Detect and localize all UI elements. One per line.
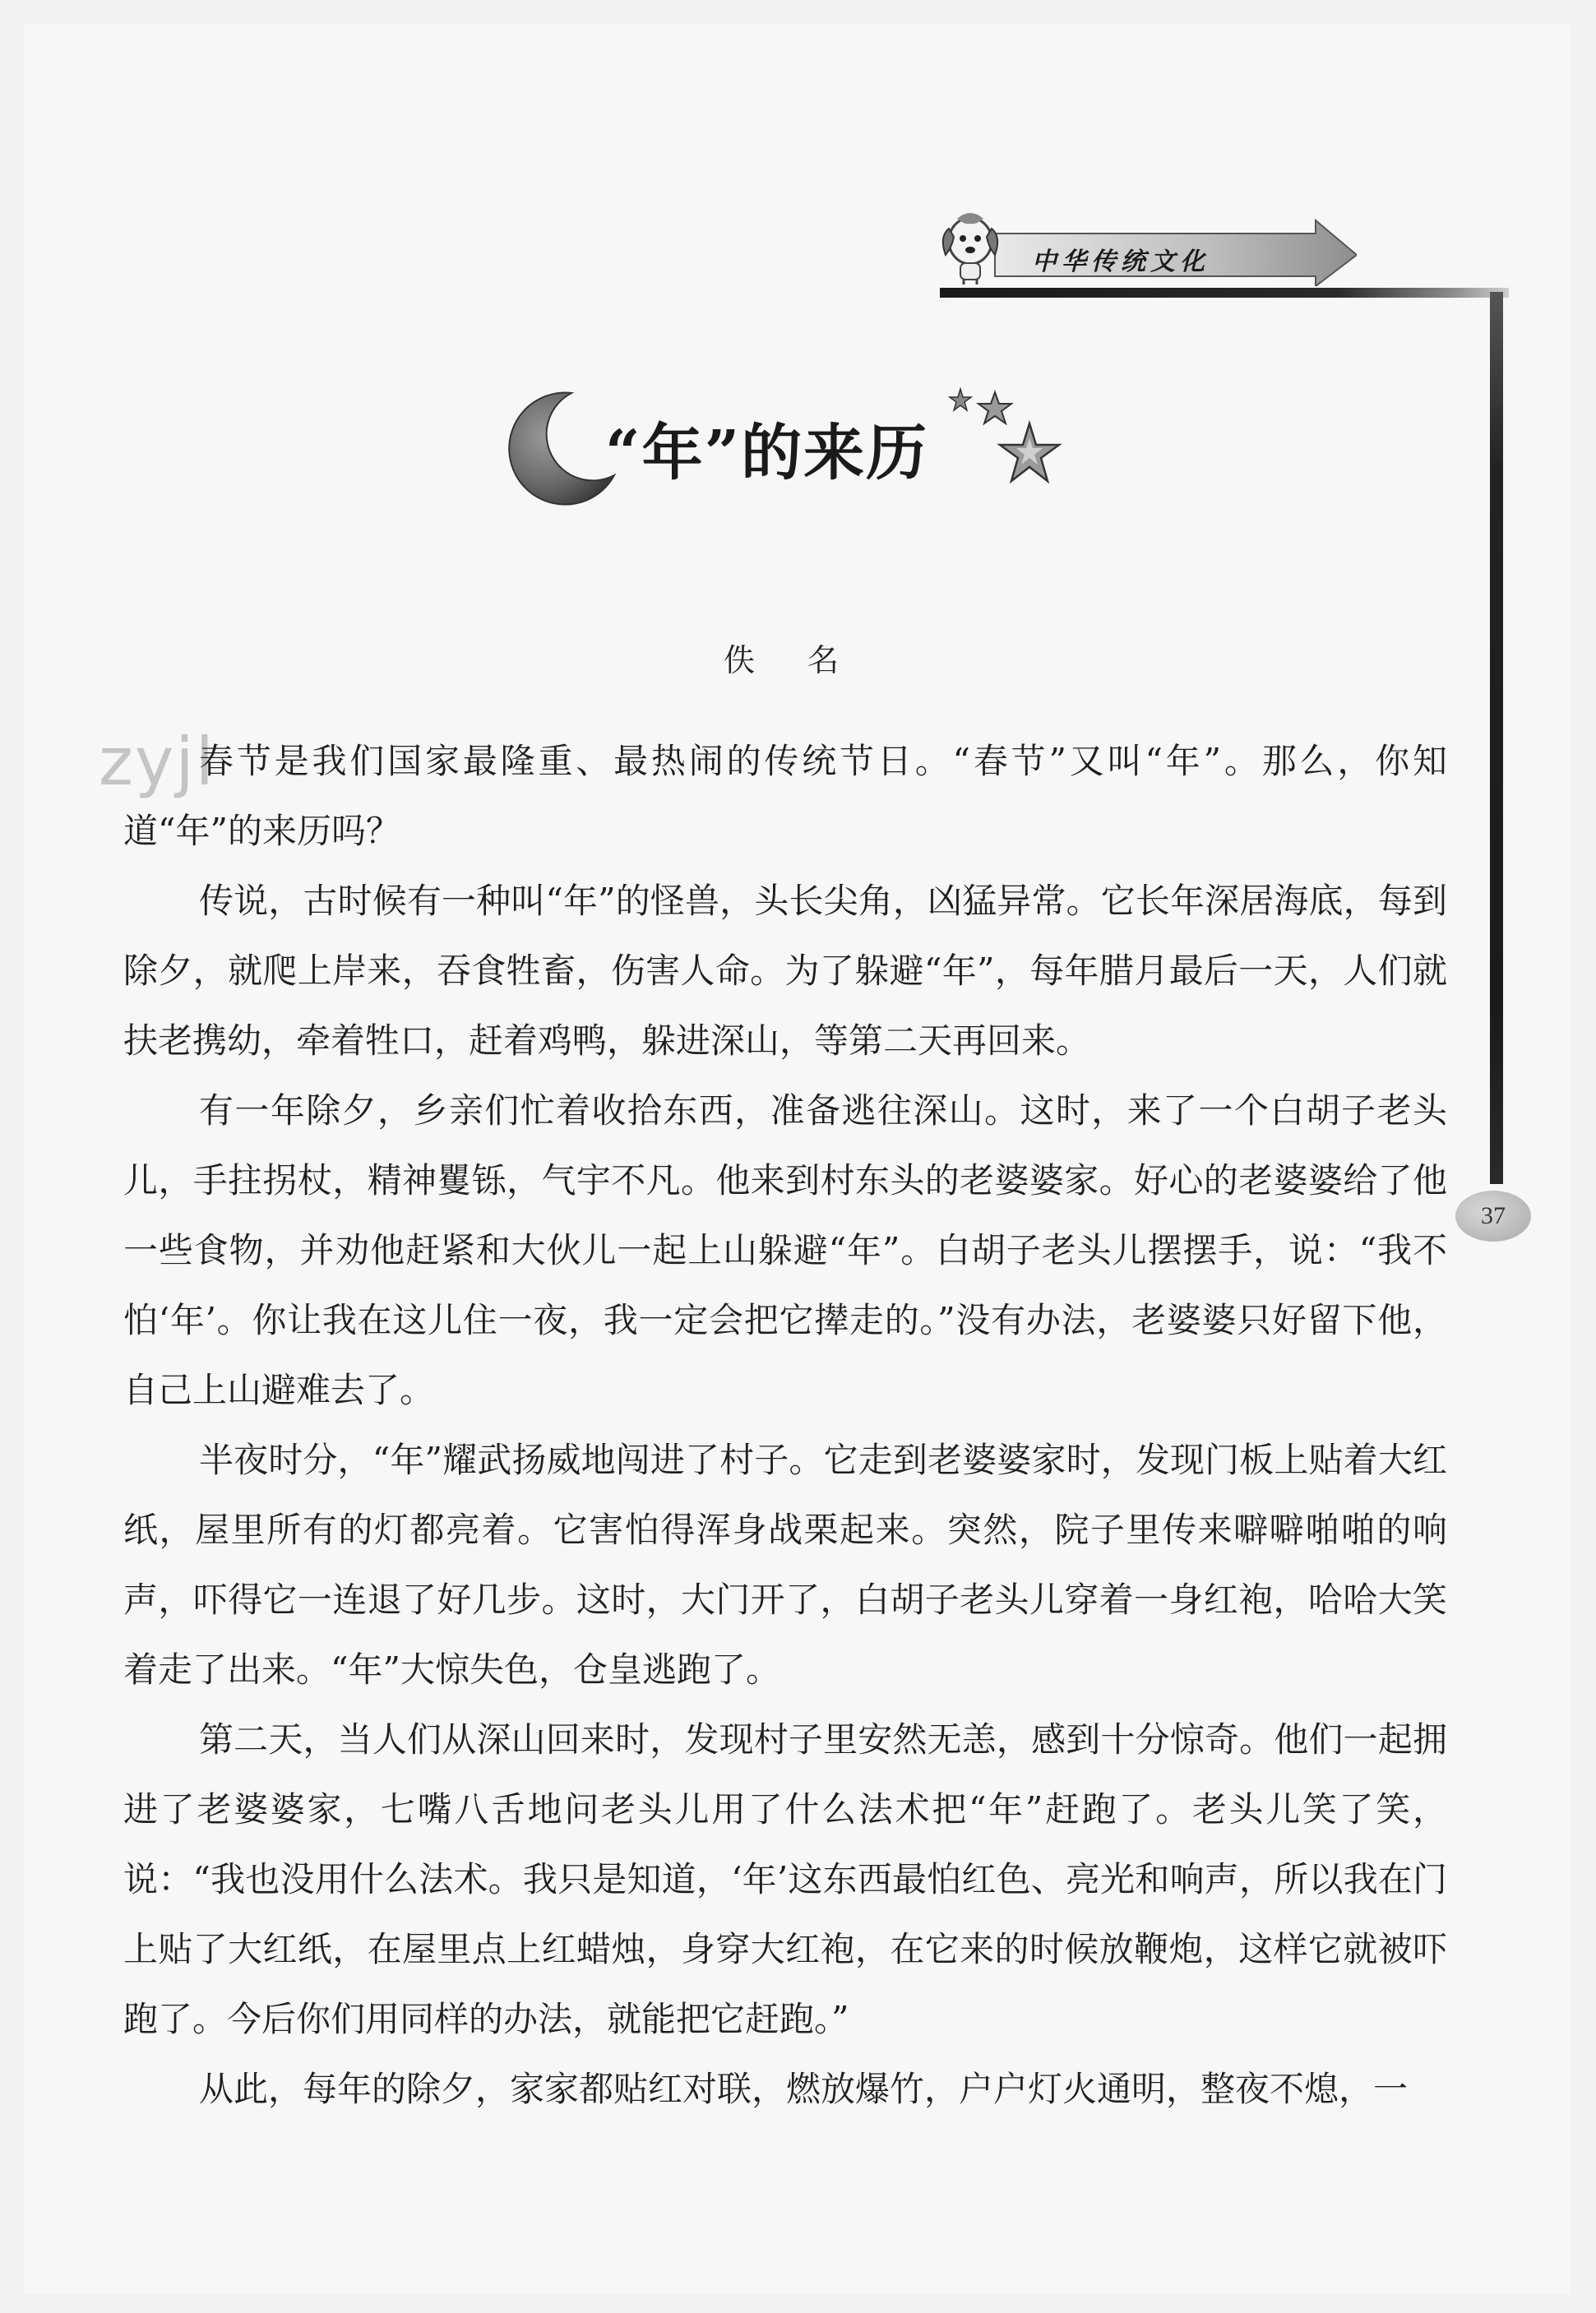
dog-mascot-icon — [937, 204, 1003, 286]
article-body — [123, 726, 1447, 2124]
section-label: 中华传统文化 — [1032, 247, 1210, 276]
paragraph: 第二天，当人们从深山回来时，发现村子里安然无恙，感到十分惊奇。他们一起拥进了老婆婆家，七嘴八舌地问老头儿用了什么法术把“年”赶跑了。老头儿笑了笑，说：“我也没用什么法术。我只是知道，‘年’这东西最怕红色、亮光和响声，所以我在门上贴了大红纸，在屋里点上红蜡烛，身穿大红袍，在它来的时候放鞭炮，这样它就被吓跑了。今后你们用同样的办法，就能把它赶跑。” — [123, 1719, 1447, 2039]
page-number: 37 — [1455, 1191, 1531, 1242]
stars-icon — [937, 382, 1069, 497]
paragraph: 半夜时分，“年”耀武扬威地闯进了村子。它走到老婆婆家时，发现门板上贴着大红纸，屋里所有的灯都亮着。它害怕得浑身战栗起来。突然，院子里传来噼噼啪啪的响声，吓得它一连退了好几步。这时，大门开了，白胡子老头儿穿着一身红袍，哈哈大笑着走了出来。“年”大惊失色，仓皇逃跑了。 — [123, 1440, 1447, 1690]
side-rule — [1490, 292, 1503, 1184]
paragraph: 有一年除夕，乡亲们忙着收拾东西，准备逃往深山。这时，来了一个白胡子老头儿，手拄拐杖，精神矍铄，气宇不凡。他来到村东头的老婆婆家。好心的老婆婆给了他一些食物，并劝他赶紧和大伙儿一起上山躲避“年”。白胡子老头儿摆摆手，说：“我不怕‘年’。你让我在这儿住一夜，我一定会把它撵走的。”没有办法，老婆婆只好留下他，自己上山避难去了。 — [123, 1090, 1447, 1410]
paragraph: 从此，每年的除夕，家家都贴红对联，燃放爆竹，户户灯火通明，整夜不熄，一 — [199, 2069, 1409, 2109]
crescent-moon-icon — [497, 386, 621, 510]
page-title: “年”的来历 — [605, 418, 929, 488]
header-rule — [940, 288, 1509, 298]
author-name: 佚名 — [724, 642, 892, 678]
paragraph: 传说，古时候有一种叫“年”的怪兽，头长尖角，凶猛异常。它长年深居海底，每到除夕，就爬上岸来，吞食牲畜，伤害人命。为了躲避“年”，每年腊月最后一天，人们就扶老携幼，牵着牲口，赶着鸡鸭，躲进深山，等第二天再回来。 — [123, 881, 1447, 1061]
paragraph: 春节是我们国家最隆重、最热闹的传统节日。“春节”又叫“年”。那么，你知道“年”的来历吗？ — [123, 741, 1447, 851]
watermark-text: zyjl — [99, 724, 215, 800]
